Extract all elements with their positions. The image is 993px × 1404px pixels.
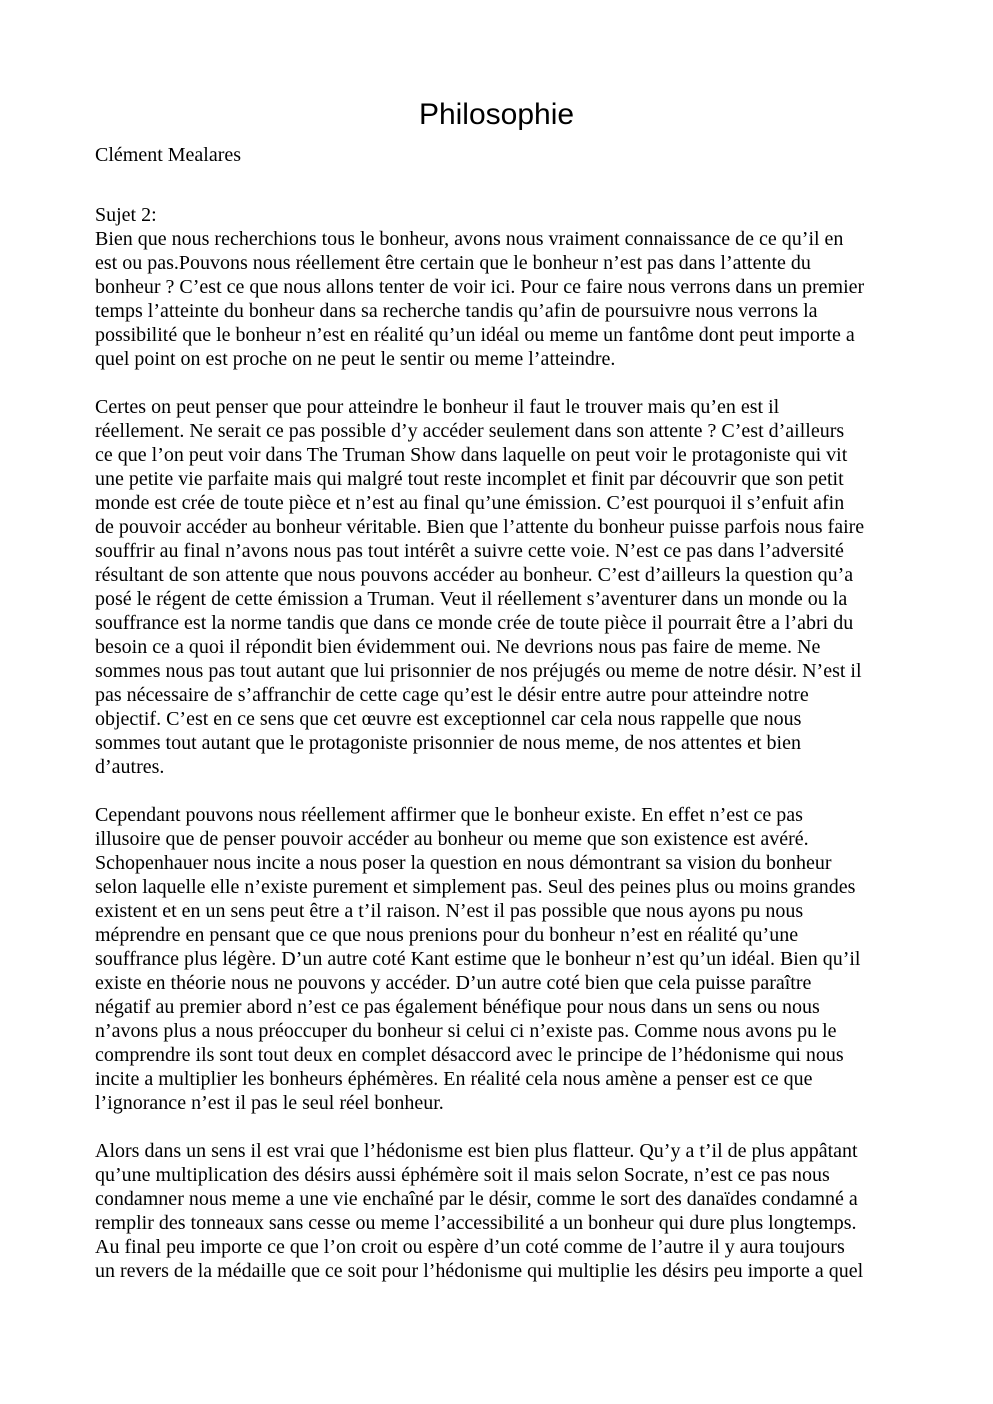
text-line: existe en théorie nous ne pouvons y accéder. D’un autre coté bien que cela puisse paraître [95, 972, 812, 994]
text-line: Au final peu importe ce que l’on croit ou espère d’un coté comme de l’autre il y aura toujours [95, 1236, 845, 1258]
document-body [95, 203, 898, 1283]
page-title: Philosophie [418, 98, 575, 131]
text-line: bonheur ? C’est ce que nous allons tenter de voir ici. Pour ce faire nous verrons dans un premier [95, 276, 865, 298]
text-line: existent et en un sens peut être a t’il raison. N’est il pas possible que nous ayons pu nous [95, 900, 804, 922]
text-line: objectif. C’est en ce sens que cet œuvre est exceptionnel car cela nous rappelle que nous [95, 708, 802, 730]
text-line: selon laquelle elle n’existe purement et simplement pas. Seul des peines plus ou moins grandes [95, 876, 856, 898]
paragraph [95, 203, 898, 371]
text-line: sommes nous pas tout autant que lui prisonnier de nos préjugés ou meme de notre désir. N’est il [95, 660, 862, 682]
text-line: possibilité que le bonheur n’est en réalité qu’un idéal ou meme un fantôme dont peut importe a [95, 324, 855, 346]
text-line: Sujet 2: [95, 204, 157, 226]
text-line: comprendre ils sont tout deux en complet désaccord avec le principe de l’hédonisme qui nous [95, 1044, 844, 1066]
text-line: est ou pas.Pouvons nous réellement être certain que le bonheur n’est pas dans l’attente du [95, 252, 811, 274]
text-line: souffrir au final n’avons nous pas tout intérêt a suivre cette voie. N’est ce pas dans l’adversité [95, 540, 844, 562]
text-line: Bien que nous recherchions tous le bonheur, avons nous vraiment connaissance de ce qu’il en [95, 228, 844, 250]
text-line: remplir des tonneaux sans cesse ou meme l’accessibilité a un bonheur qui dure plus longtemps. [95, 1212, 857, 1234]
text-line: Cependant pouvons nous réellement affirmer que le bonheur existe. En effet n’est ce pas [95, 804, 803, 826]
text-line: temps l’atteinte du bonheur dans sa recherche tandis qu’afin de poursuivre nous verrons la [95, 300, 818, 322]
text-line: Schopenhauer nous incite a nous poser la question en nous démontrant sa vision du bonheur [95, 852, 832, 874]
text-line: d’autres. [95, 756, 165, 778]
text-line: illusoire que de penser pouvoir accéder au bonheur ou meme que son existence est avéré. [95, 828, 809, 850]
text-line: résultant de son attente que nous pouvons accéder au bonheur. C’est d’ailleurs la question qu’a [95, 564, 854, 586]
text-line: qu’une multiplication des désirs aussi éphémère soit il mais selon Socrate, n’est ce pas nous [95, 1164, 830, 1186]
text-line: quel point on est proche on ne peut le sentir ou meme l’atteindre. [95, 348, 616, 370]
text-line: souffrance plus légère. D’un autre coté Kant estime que le bonheur n’est qu’un idéal. Bien qu’il [95, 948, 861, 970]
text-line: incite a multiplier les bonheurs éphémères. En réalité cela nous amène a penser est ce que [95, 1068, 813, 1090]
text-line: de pouvoir accéder au bonheur véritable. Bien que l’attente du bonheur puisse parfois nous faire [95, 516, 865, 538]
paragraph [95, 1139, 898, 1283]
text-line: méprendre en pensant que ce que nous prenions pour du bonheur n’est en réalité qu’une [95, 924, 799, 946]
text-line: réellement. Ne serait ce pas possible d’y accéder seulement dans son attente ? C’est d’ailleurs [95, 420, 845, 442]
paragraph [95, 803, 898, 1115]
text-line: pas nécessaire de s’affranchir de cette cage qu’est le désir entre autre pour atteindre notre [95, 684, 809, 706]
text-line: Alors dans un sens il est vrai que l’hédonisme est bien plus flatteur. Qu’y a t’il de plus appâtant [95, 1140, 858, 1162]
text-line: condamner nous meme a une vie enchaîné par le désir, comme le sort des danaïdes condamné a [95, 1188, 858, 1210]
text-line: monde est crée de toute pièce et n’est au final qu’une émission. C’est pourquoi il s’enfuit afin [95, 492, 845, 514]
author-name: Clément Mealares [95, 144, 242, 166]
text-line: posé le régent de cette émission a Truman. Veut il réellement s’aventurer dans un monde ou la [95, 588, 848, 610]
text-line: n’avons plus a nous préoccuper du bonheur si celui ci n’existe pas. Comme nous avons pu le [95, 1020, 837, 1042]
text-line: négatif au premier abord n’est ce pas également bénéfique pour nous dans un sens ou nous [95, 996, 820, 1018]
text-line: une petite vie parfaite mais qui malgré tout reste incomplet et finit par découvrir que son petit [95, 468, 844, 490]
text-line: souffrance est la norme tandis que dans ce monde crée de toute pièce il pourrait être a l’abri du [95, 612, 854, 634]
text-line: l’ignorance n’est il pas le seul réel bonheur. [95, 1092, 444, 1114]
paragraph [95, 395, 898, 779]
text-line: sommes tout autant que le protagoniste prisonnier de nous meme, de nos attentes et bien [95, 732, 801, 754]
text-line: besoin ce a quoi il répondit bien évidemment oui. Ne devrions nous pas faire de meme. Ne [95, 636, 821, 658]
text-line: ce que l’on peut voir dans The Truman Show dans laquelle on peut voir le protagoniste qui vit [95, 444, 848, 466]
text-line: Certes on peut penser que pour atteindre le bonheur il faut le trouver mais qu’en est il [95, 396, 780, 418]
text-line: un revers de la médaille que ce soit pour l’hédonisme qui multiplie les désirs peu importe a quel [95, 1260, 864, 1282]
